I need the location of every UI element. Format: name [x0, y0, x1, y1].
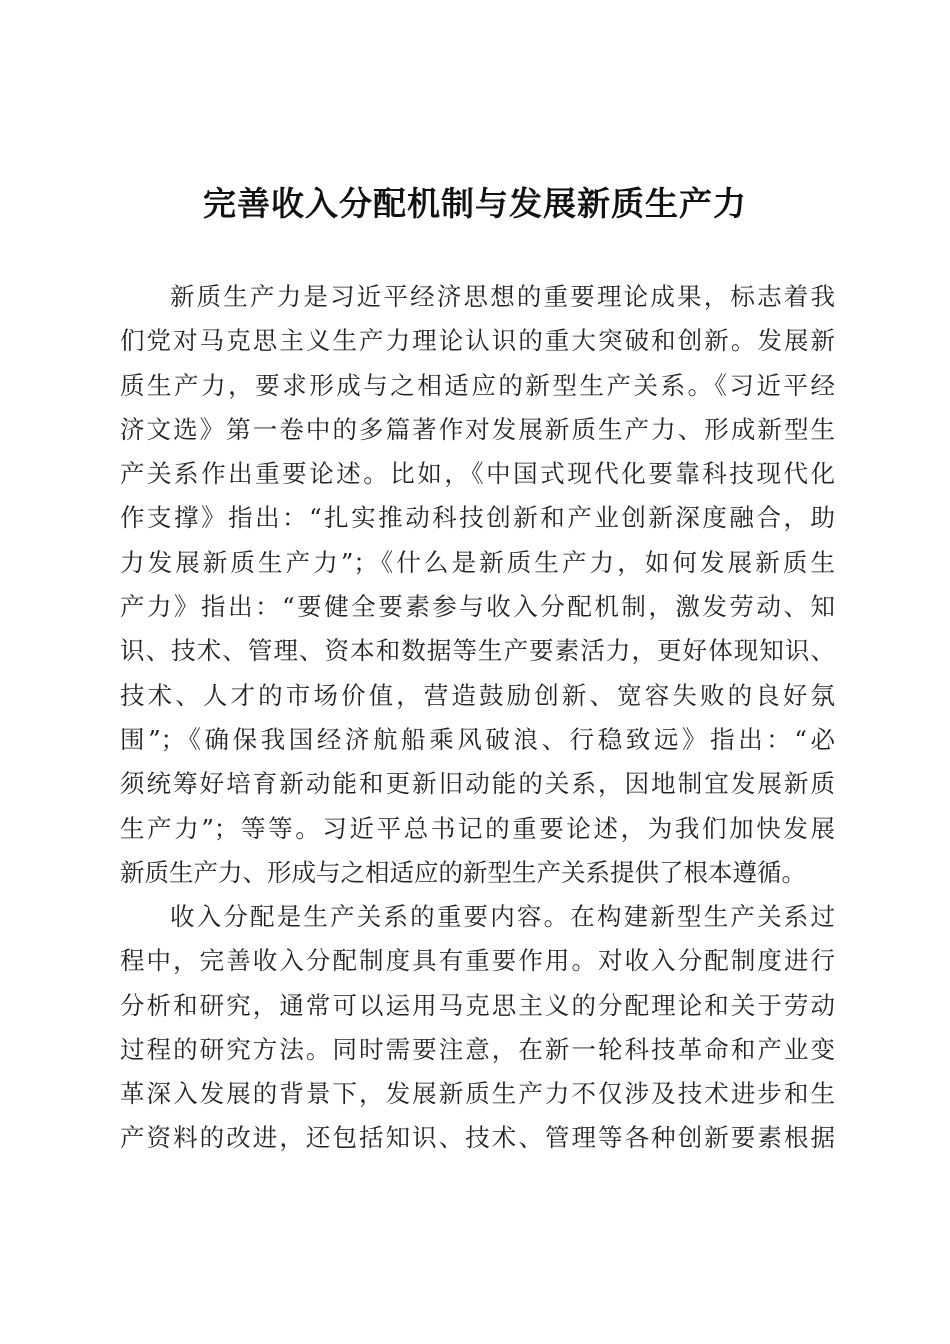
paragraph-line: 收入分配是生产关系的重要内容。在构建新型生产关系过 — [170, 902, 835, 931]
paragraph-line: 质生产力，要求形成与之相适应的新型生产关系。《习近平经 — [120, 370, 835, 400]
paragraph-line: 作支撑》指出：“扎实推动科技创新和产业创新深度融合，助 — [120, 503, 835, 533]
paragraph-line: 分析和研究，通常可以运用马克思主义的分配理论和关于劳动 — [120, 990, 835, 1020]
paragraph-line: 新质生产力是习近平经济思想的重要理论成果，标志着我 — [170, 282, 835, 311]
paragraph-line: 识、技术、管理、资本和数据等生产要素活力，更好体现知识、 — [120, 636, 835, 666]
paragraph-line: 程中，完善收入分配制度具有重要作用。对收入分配制度进行 — [120, 946, 835, 976]
paragraph-line: 产力》指出：“要健全要素参与收入分配机制，激发劳动、知 — [120, 592, 835, 622]
paragraph-line: 生产力”；等等。习近平总书记的重要论述，为我们加快发展 — [120, 813, 835, 843]
paragraph-line: 过程的研究方法。同时需要注意，在新一轮科技革命和产业变 — [120, 1034, 835, 1064]
paragraph-line: 须统筹好培育新动能和更新旧动能的关系，因地制宜发展新质 — [120, 769, 835, 799]
document-title: 完善收入分配机制与发展新质生产力 — [203, 184, 747, 223]
paragraph-line: 技术、人才的市场价值，营造鼓励创新、宽容失败的良好氛 — [120, 680, 835, 710]
paragraph-line: 新质生产力、形成与之相适应的新型生产关系提供了根本遵循。 — [120, 857, 806, 887]
paragraph-line: 产资料的改进，还包括知识、技术、管理等各种创新要素根据 — [120, 1123, 835, 1153]
paragraph-line: 围”；《确保我国经济航船乘风破浪、行稳致远》指出：“必 — [120, 724, 835, 754]
paragraph-line: 济文选》第一卷中的多篇著作对发展新质生产力、形成新型生 — [120, 414, 835, 444]
paragraph-line: 力发展新质生产力”；《什么是新质生产力，如何发展新质生 — [120, 547, 835, 577]
paragraph-1 — [120, 275, 835, 895]
paragraph-line: 革深入发展的背景下，发展新质生产力不仅涉及技术进步和生 — [120, 1079, 835, 1109]
paragraph-2 — [120, 895, 835, 1161]
paragraph-line: 们党对马克思主义生产力理论认识的重大突破和创新。发展新 — [120, 326, 835, 356]
paragraph-line: 产关系作出重要论述。比如，《中国式现代化要靠科技现代化 — [120, 459, 835, 489]
